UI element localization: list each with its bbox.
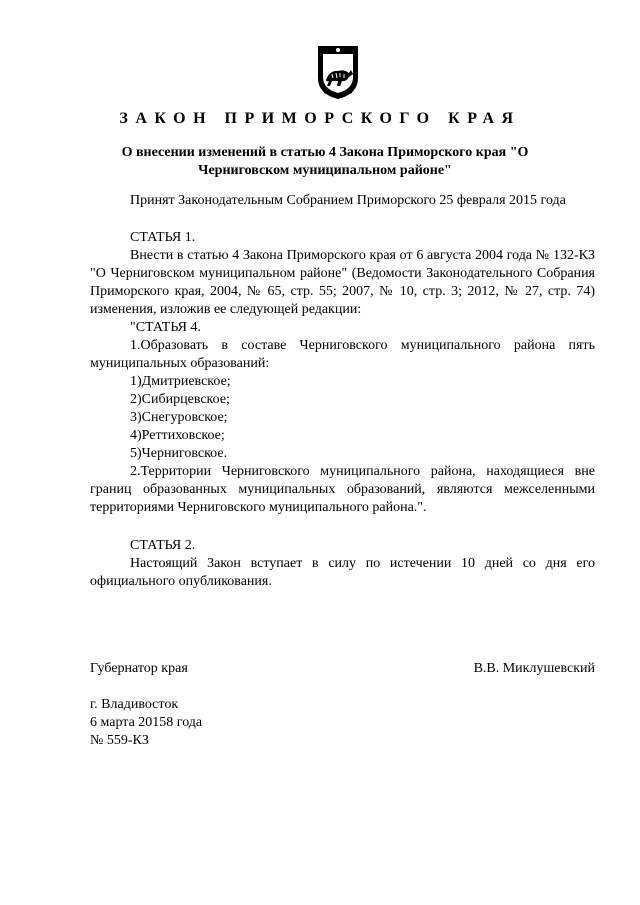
article-1-intro: Внести в статью 4 Закона Приморского края от 6 августа 2004 года № 132-КЗ "О Черниговском муниципальном районе" (Ведомости Законодательного Собрания Приморского края, 2004, № 65, стр. 55; 2007, № 10, стр. 3; 2012, № 27, стр. 74) изменения, изложив ее следующей редакции:: [90, 248, 595, 317]
date-line: 6 марта 20158 года: [90, 715, 203, 730]
municipality-list-item: 4)Реттиховское;: [130, 428, 225, 443]
municipality-list-item: 3)Снегуровское;: [130, 410, 228, 425]
law-body: [90, 192, 595, 591]
adoption-text: Принят Законодательным Собранием Приморского 25 февраля 2015 года: [130, 193, 566, 208]
article-1-heading: СТАТЬЯ 1.: [130, 230, 196, 245]
municipality-list-item: 5)Черниговское.: [130, 446, 228, 461]
signatory-position: Губернатор края: [90, 661, 188, 676]
municipality-list-item: 2)Сибирцевское;: [130, 392, 230, 407]
article-2-heading: СТАТЬЯ 2.: [130, 538, 196, 553]
coat-of-arms-icon: [316, 44, 360, 100]
municipality-list-item: 1)Дмитриевское;: [130, 374, 231, 389]
item-2-text: 2.Территории Черниговского муниципального района, находящиеся вне границ образованных муниципальных образований, являются межселенными территориями Черниговского муниципального района.".: [90, 464, 595, 515]
article-2-text: Настоящий Закон вступает в силу по истечении 10 дней со дня его официального опубликования.: [90, 556, 595, 589]
city-line: г. Владивосток: [90, 697, 179, 712]
signatory-name: В.В. Миклушевский: [473, 661, 595, 676]
item-1-text: 1.Образовать в составе Черниговского муниципального района пять муниципальных образований:: [90, 338, 595, 371]
law-title: ЗАКОН ПРИМОРСКОГО КРАЯ: [119, 110, 521, 127]
law-number: № 559-КЗ: [90, 733, 149, 748]
quoted-article-heading: "СТАТЬЯ 4.: [130, 320, 201, 335]
law-subtitle: О внесении изменений в статью 4 Закона Приморского края "О Черниговском муниципальном районе": [121, 145, 529, 178]
document-footer: [90, 696, 202, 750]
